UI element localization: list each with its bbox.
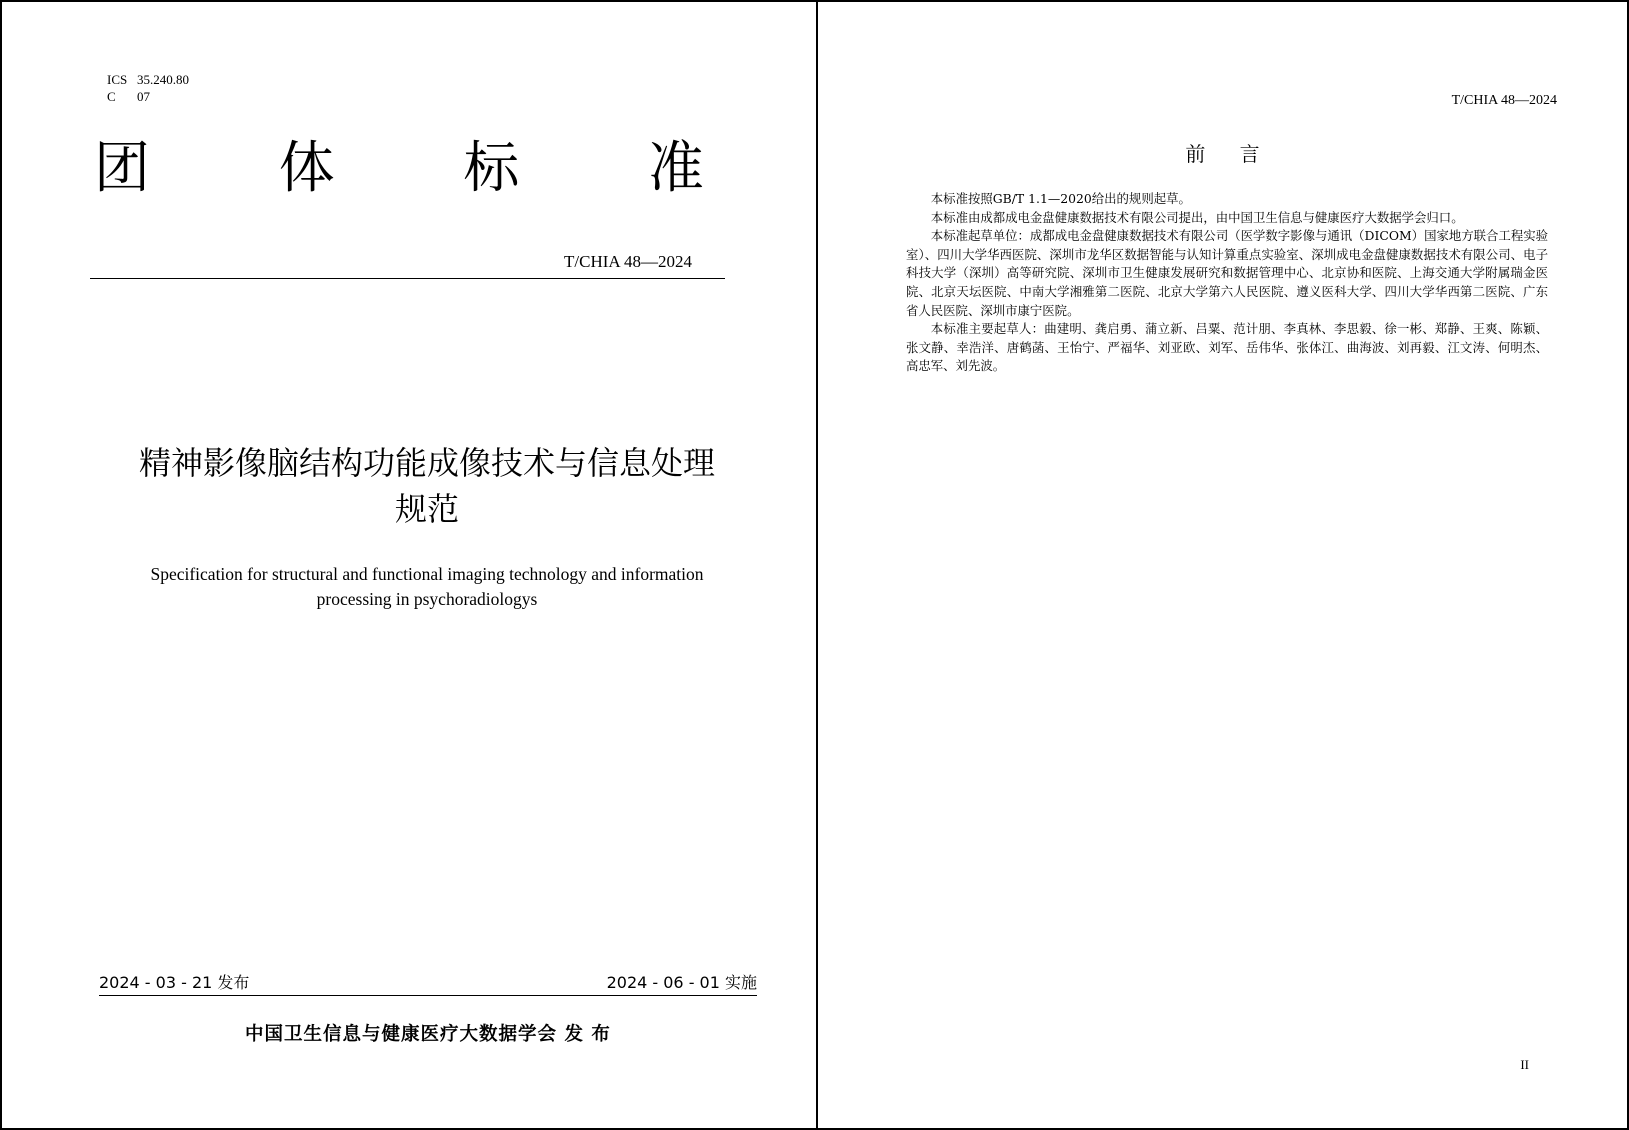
footer-divider [99, 995, 757, 996]
date-row [99, 970, 757, 993]
chinese-title-line: 规范 [394, 490, 459, 528]
standard-type-char: 标 [463, 136, 520, 201]
standard-type-char: 团 [94, 136, 150, 201]
ics-value: 35.240.80 [137, 72, 189, 87]
standard-type-char: 准 [647, 136, 704, 201]
english-title-line: Specification for structural and functional imaging technology and information [150, 564, 704, 584]
foreword-page [816, 0, 1629, 1130]
publish-date: 2024 - 03 - 21 发布 [99, 973, 250, 992]
header-divider [90, 278, 725, 279]
class-label: C [107, 89, 116, 104]
standard-type-title [94, 135, 704, 203]
foreword-body [906, 190, 1548, 376]
english-title-line: processing in psychoradiologys [316, 589, 538, 609]
foreword-paragraph: 本标准由成都成电金盘健康数据技术有限公司提出，由中国卫生信息与健康医疗大数据学会归口。 [930, 209, 1464, 225]
foreword-paragraph: 本标准按照GB/T 1.1—2020给出的规则起草。 [930, 191, 1191, 206]
standard-type-char: 体 [278, 136, 335, 201]
foreword-paragraph: 本标准主要起草人：曲建明、龚启勇、蒲立新、吕粟、范计朋、李真林、李思毅、徐一彬、郑静、王爽、陈颖、张文静、幸浩洋、唐鹤菡、王怡宁、严福华、刘亚欧、刘军、岳伟华、张体江、曲海波、刘再毅、江文涛、何明杰、高忠军、刘先波。 [906, 321, 1548, 374]
foreword-paragraph: 本标准起草单位：成都成电金盘健康数据技术有限公司（医学数字影像与通讯（DICOM）国家地方联合工程实验室）、四川大学华西医院、深圳市龙华区数据智能与认知计算重点实验室、深圳成电金盘健康数据技术有限公司、电子科技大学（深圳）高等研究院、深圳市卫生健康发展研究和数据管理中心、北京协和医院、上海交通大学附属瑞金医院、北京天坛医院、中南大学湘雅第二医院、北京大学第六人民医院、遵义医科大学、四川大学华西第二医院、广东省人民医院、深圳市康宁医院。 [906, 228, 1548, 318]
ics-line [107, 72, 189, 88]
standard-code: T/CHIA 48—2024 [564, 252, 692, 271]
class-line [107, 89, 150, 105]
implement-date: 2024 - 06 - 01 实施 [606, 973, 757, 992]
ics-label: ICS [107, 72, 128, 87]
chinese-title-line: 精神影像脑结构功能成像技术与信息处理 [138, 444, 715, 482]
chinese-title [102, 440, 752, 532]
foreword-title: 前 言 [1185, 142, 1260, 166]
class-value: 07 [137, 89, 150, 104]
page-number: II [1520, 1057, 1529, 1072]
page-header-code: T/CHIA 48—2024 [1451, 93, 1557, 108]
publisher: 中国卫生信息与健康医疗大数据学会 发 布 [245, 1024, 611, 1045]
english-title [112, 562, 742, 612]
